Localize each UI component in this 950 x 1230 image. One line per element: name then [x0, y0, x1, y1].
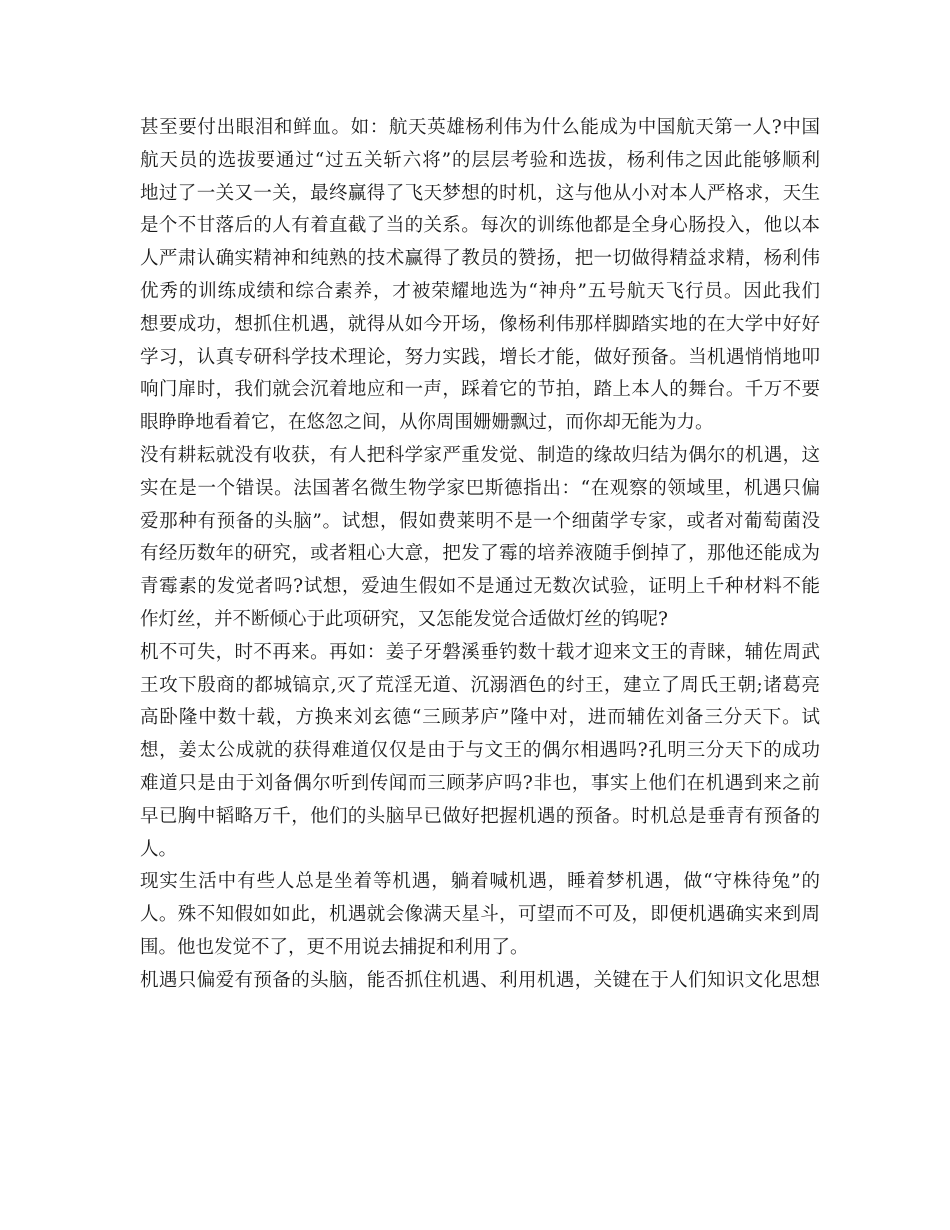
paragraph-4: [140, 866, 820, 964]
paragraph-3: [140, 637, 820, 867]
text-line: 人。: [140, 838, 178, 860]
text-line: 学习，认真专研科学技术理论，努力实践，增长才能，做好预备。当机遇悄悄地叩: [140, 346, 820, 368]
text-line: 想要成功，想抓住机遇，就得从如今开场，像杨利伟那样脚踏实地的在大学中好好: [140, 313, 820, 335]
text-line: 没有耕耘就没有收获，有人把科学家严重发觉、制造的缘故归结为偶尔的机遇，这: [140, 444, 820, 466]
text-line: 爱那种有预备的头脑”。试想，假如费莱明不是一个细菌学专家，或者对葡萄菌没: [140, 510, 820, 532]
document-body: [140, 112, 820, 998]
text-line: 响门扉时，我们就会沉着地应和一声，踩着它的节拍，踏上本人的舞台。千万不要: [140, 379, 820, 401]
text-line: 机遇只偏爱有预备的头脑，能否抓住机遇、利用机遇，关键在于人们知识文化思想: [140, 969, 820, 991]
text-line: 地过了一关又一关，最终赢得了飞天梦想的时机，这与他从小对本人严格求，天生: [140, 182, 820, 204]
text-line: 人。殊不知假如如此，机遇就会像满天星斗，可望而不可及，即便机遇确实来到周: [140, 904, 820, 926]
text-line: 机不可失，时不再来。再如：姜子牙磐溪垂钓数十载才迎来文王的青睐，辅佐周武: [140, 641, 820, 663]
text-line: 有经历数年的研究，或者粗心大意，把发了霉的培养液随手倒掉了，那他还能成为: [140, 543, 820, 565]
text-line: 作灯丝，并不断倾心于此项研究，又怎能发觉合适做灯丝的钨呢?: [140, 608, 668, 630]
text-line: 人严肃认确实精神和纯熟的技术赢得了教员的赞扬，把一切做得精益求精，杨利伟: [140, 248, 820, 270]
text-line: 优秀的训练成绩和综合素养，才被荣耀地选为“神舟”五号航天飞行员。因此我们: [140, 280, 820, 302]
text-line: 实在是一个错误。法国著名微生物学家巴斯德指出：“在观察的领域里，机遇只偏: [140, 477, 820, 499]
text-line: 想，姜太公成就的获得难道仅仅是由于与文王的偶尔相遇吗?孔明三分天下的成功: [140, 740, 820, 762]
paragraph-5: [140, 965, 820, 998]
text-line: 青霉素的发觉者吗?试想，爱迪生假如不是通过无数次试验，证明上千种材料不能: [140, 576, 820, 598]
text-line: 围。他也发觉不了，更不用说去捕捉和利用了。: [140, 936, 529, 958]
text-line: 王攻下殷商的都城镐京,灭了荒淫无道、沉溺酒色的纣王，建立了周氏王朝;诸葛亮: [140, 674, 820, 696]
text-line: 难道只是由于刘备偶尔听到传闻而三顾茅庐吗?非也，事实上他们在机遇到来之前: [140, 772, 820, 794]
text-line: 航天员的选拔要通过“过五关斩六将”的层层考验和选拔，杨利伟之因此能够顺利: [140, 149, 820, 171]
text-line: 现实生活中有些人总是坐着等机遇，躺着喊机遇，睡着梦机遇，做“守株待兔”的: [140, 871, 820, 893]
text-line: 甚至要付出眼泪和鲜血。如：航天英雄杨利伟为什么能成为中国航天第一人?中国: [140, 117, 820, 138]
text-line: 高卧隆中数十载，方换来刘玄德“三顾茅庐”隆中对，进而辅佐刘备三分天下。试: [140, 707, 820, 729]
text-line: 是个不甘落后的人有着直截了当的关系。每次的训练他都是全身心肠投入，他以本: [140, 215, 820, 237]
text-line: 眼睁睁地看着它，在悠忽之间，从你周围姗姗飘过，而你却无能为力。: [140, 412, 714, 434]
paragraph-1: [140, 112, 820, 440]
paragraph-2: [140, 440, 820, 637]
text-line: 早已胸中韬略万千，他们的头脑早已做好把握机遇的预备。时机总是垂青有预备的: [140, 805, 820, 827]
